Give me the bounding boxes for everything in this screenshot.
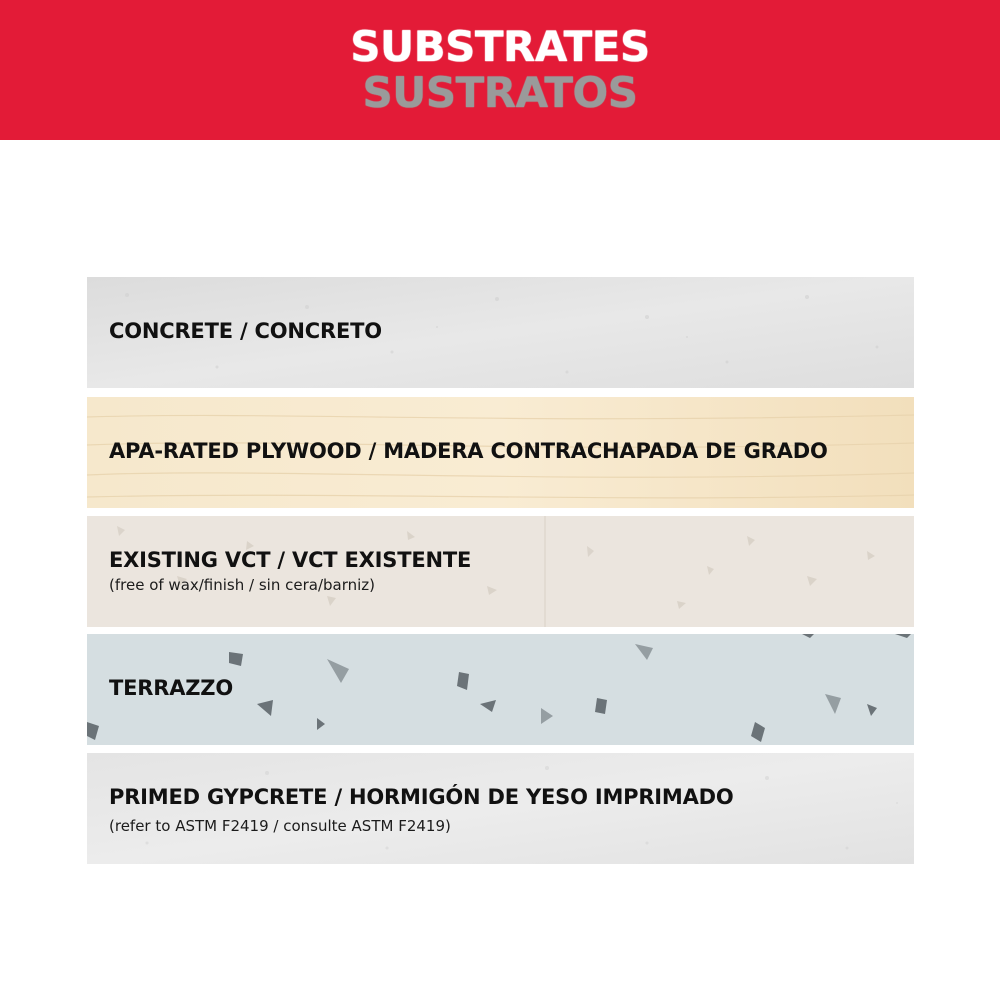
title-english: SUBSTRATES	[350, 22, 650, 71]
substrate-label: TERRAZZO	[109, 676, 233, 700]
substrate-vct	[87, 516, 914, 627]
substrate-note: (refer to ASTM F2419 / consulte ASTM F2419)	[109, 817, 451, 835]
substrate-terrazzo	[87, 634, 914, 745]
substrate-label: CONCRETE / CONCRETO	[109, 319, 382, 343]
substrate-note: (free of wax/finish / sin cera/barniz)	[109, 576, 376, 594]
substrate-plywood	[87, 397, 914, 508]
substrate-gypcrete	[87, 753, 914, 864]
substrate-concrete	[87, 277, 914, 388]
substrate-label: EXISTING VCT / VCT EXISTENTE	[109, 548, 472, 572]
header-banner	[0, 0, 1000, 140]
title-spanish: SUSTRATOS	[362, 68, 638, 117]
substrate-label: APA-RATED PLYWOOD / MADERA CONTRACHAPADA DE GRADO	[109, 439, 828, 463]
substrate-label: PRIMED GYPCRETE / HORMIGÓN DE YESO IMPRIMADO	[109, 785, 734, 809]
